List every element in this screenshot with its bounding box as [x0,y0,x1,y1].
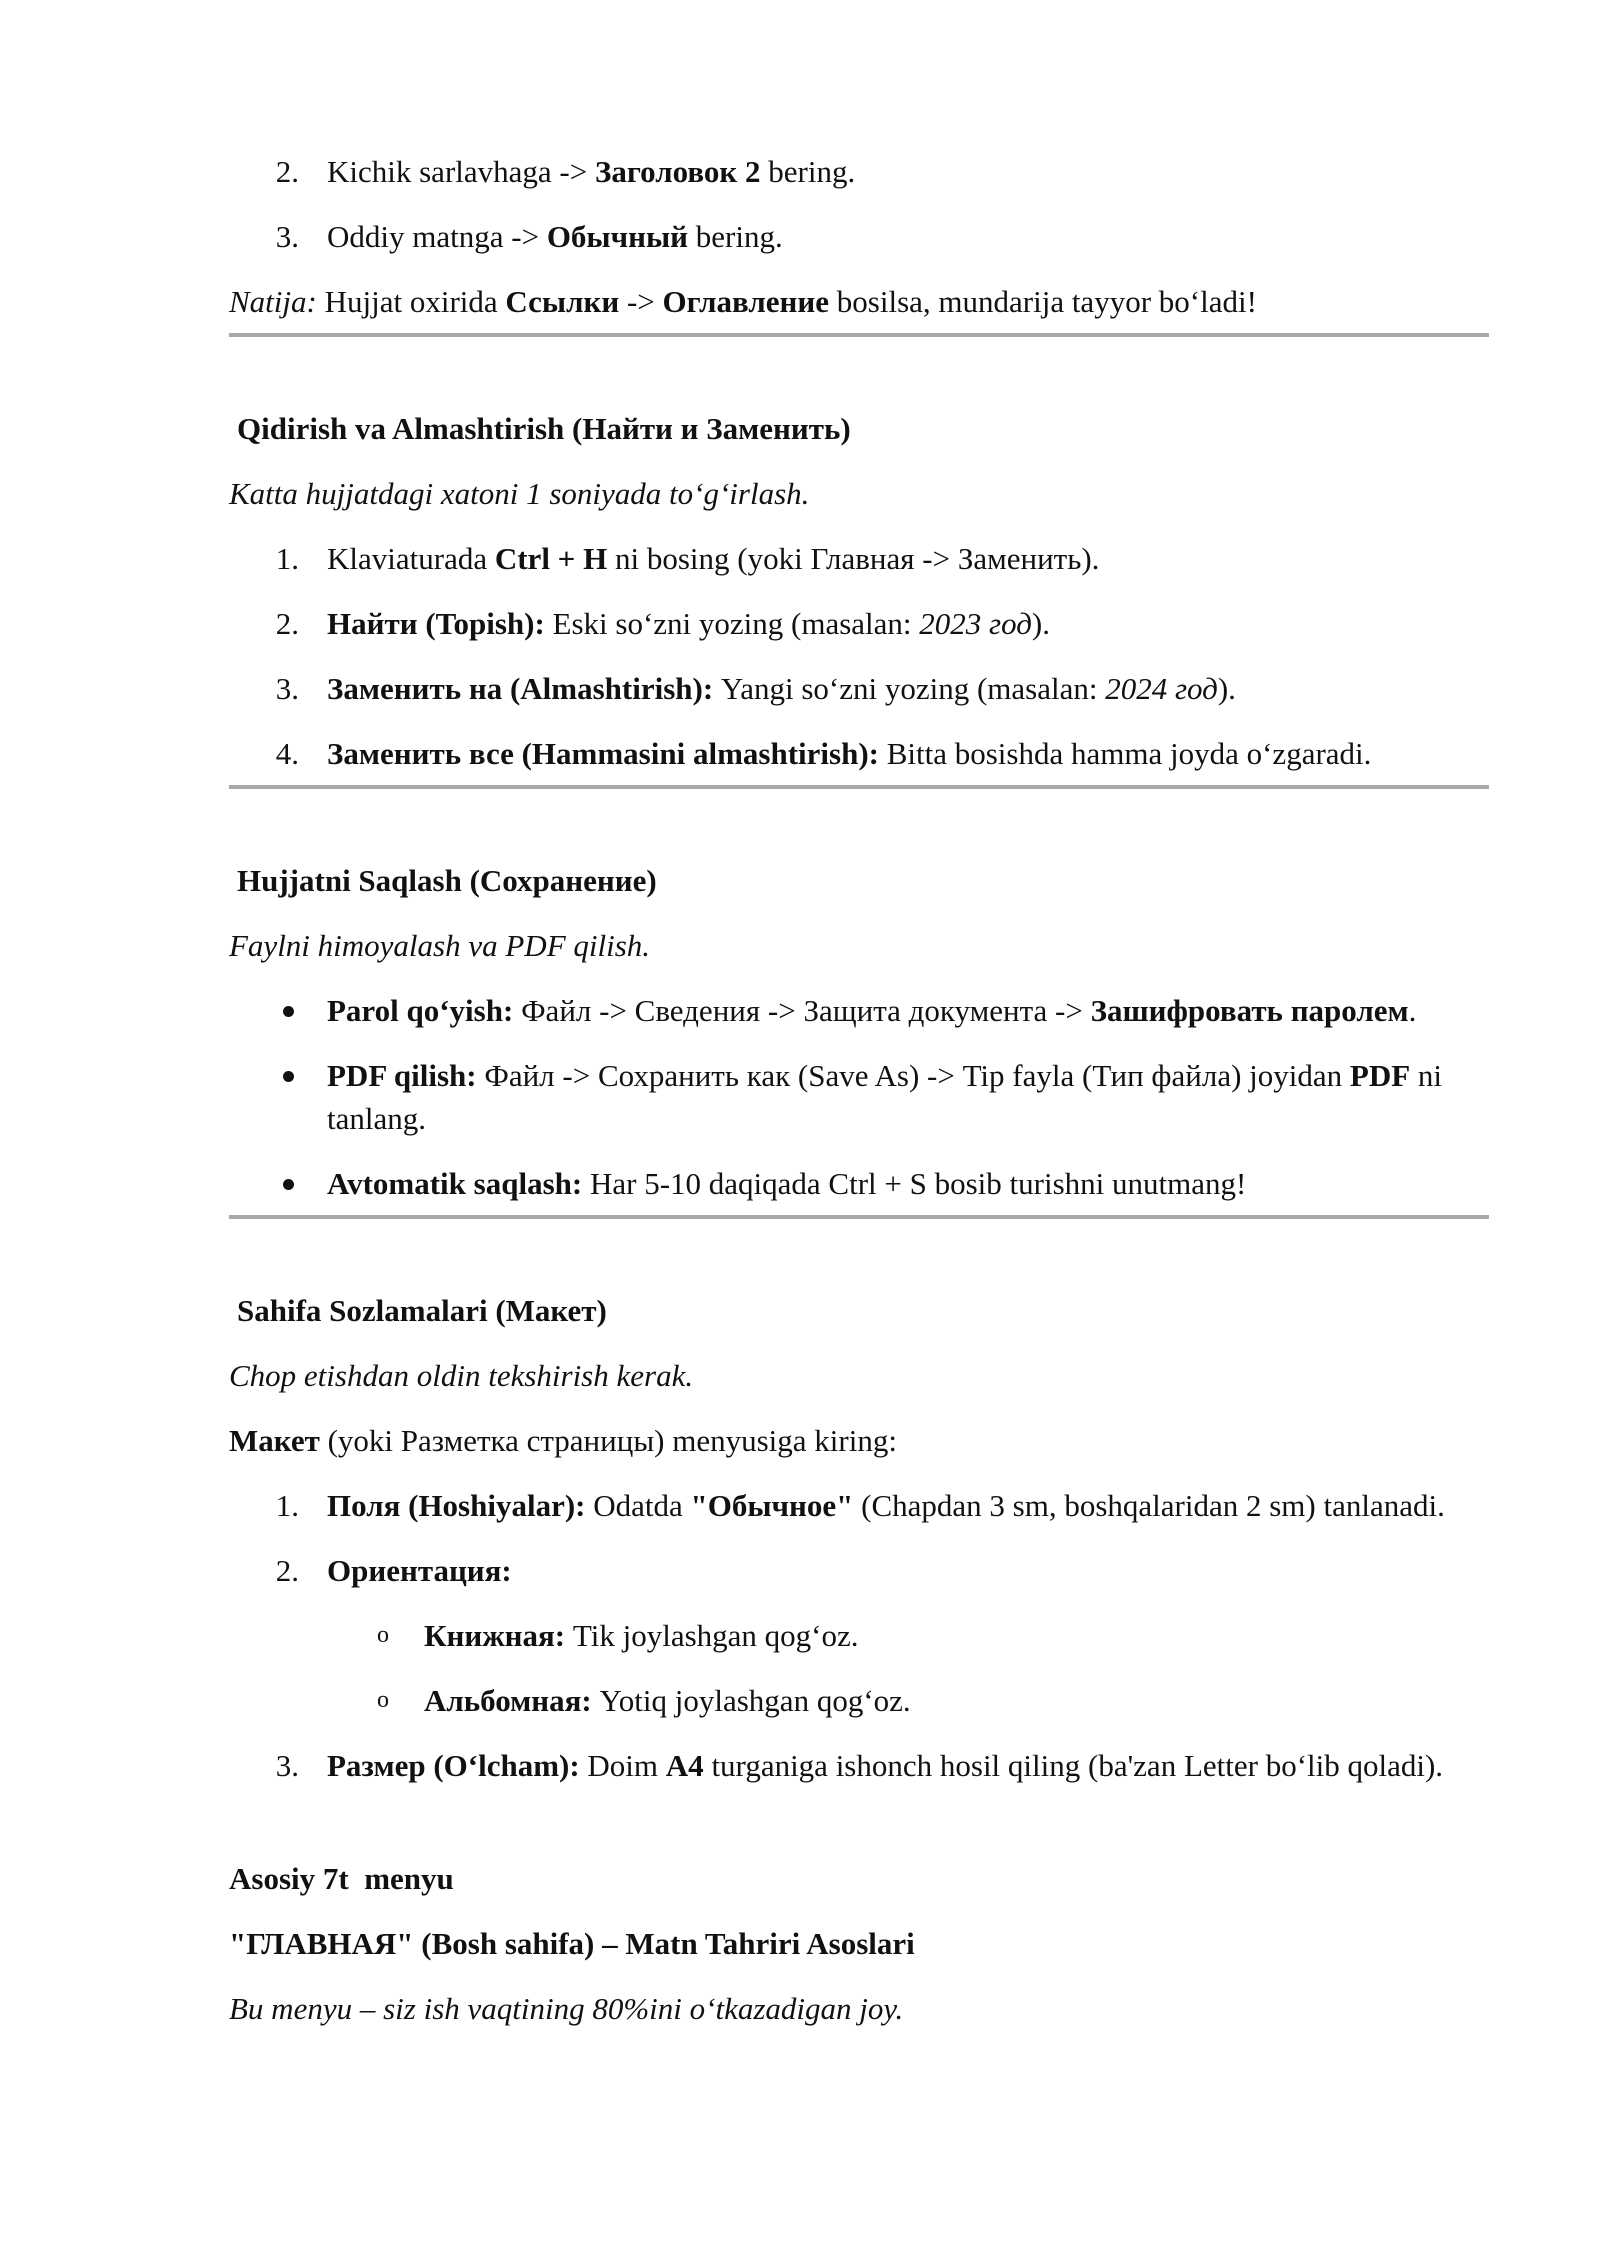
list-item: 4. Заменить все (Hammasini almashtirish): Bitta bosishda hamma joyda o‘zgaradi. [229,732,1489,775]
bullet-item: Parol qo‘yish: Файл -> Сведения -> Защита документа -> Зашифровать паролем. [229,989,1489,1032]
list-item: 1. Поля (Hoshiyalar): Odatda "Обычное" (Chapdan 3 sm, boshqalaridan 2 sm) tanlanadi. [229,1484,1489,1527]
section-subtitle: Chop etishdan oldin tekshirish kerak. [229,1358,694,1393]
section-subtitle: Faylni himoyalash va PDF qilish. [229,928,651,963]
find-replace-steps [229,537,1489,775]
sub-bullet-marker: o [377,1622,389,1648]
bullet-icon [229,1054,327,1140]
bullet-item: Avtomatik saqlash: Har 5-10 daqiqada Ctrl + S bosib turishni unutmang! [229,1162,1489,1205]
bullet-item: PDF qilish: Файл -> Сохранить как (Save As) -> Tip fayla (Тип файла) joyidan PDF ni tanlang. [229,1054,1489,1140]
section-heading-find-replace: Qidirish va Almashtirish (Найти и Заменить) [237,411,851,446]
sub-bullet-marker: o [377,1687,389,1713]
list-number: 4. [275,736,299,771]
section-subtitle: Bu menyu – siz ish vaqtining 80%ini o‘tkazadigan joy. [229,1991,904,2026]
list-item: 2. Kichik sarlavhaga -> Заголовок 2 bering. [229,150,1489,193]
list-item: 1. Klaviaturada Ctrl + H ni bosing (yoki Главная -> Заменить). [229,537,1489,580]
section-heading-layout: Sahifa Sozlamalari (Макет) [237,1293,607,1328]
list-number: 3. [275,1748,299,1783]
bullet-icon [229,989,327,1032]
list-number: 2. [275,606,299,641]
section-heading-home-tab: "ГЛАВНАЯ" (Bosh sahifa) – Matn Tahriri Asoslari [229,1926,915,1961]
section-heading-main-menu: Asosiy 7t menyu [229,1861,454,1896]
list-item: 3. Заменить на (Almashtirish): Yangi so‘zni yozing (masalan: 2024 год). [229,667,1489,710]
list-number: 1. [275,1488,299,1523]
list-item: 3. Размер (O‘lcham): Doim A4 turganiga ishonch hosil qiling (ba'zan Letter bo‘lib qoladi). [229,1744,1489,1787]
list-number: 2. [275,1553,299,1588]
bullet-icon [229,1162,327,1205]
save-bullets [229,989,1489,1205]
layout-steps [229,1484,1489,1787]
list-item: 3. Oddiy matnga -> Обычный bering. [229,215,1489,258]
sub-list-item: o Книжная: Tik joylashgan qog‘oz. [229,1614,1489,1657]
list-number: 1. [275,541,299,576]
layout-intro: Макет (yoki Разметка страницы) menyusiga kiring: [229,1423,897,1458]
sub-list-item: o Альбомная: Yotiq joylashgan qog‘oz. [229,1679,1489,1722]
list-number: 3. [275,219,299,254]
list-item: 2. Ориентация: [229,1549,1489,1592]
result-paragraph: Natija: Hujjat oxirida Ссылки -> Оглавление bosilsa, mundarija tayyor bo‘ladi! [229,284,1257,319]
section-heading-save: Hujjatni Saqlash (Сохранение) [237,863,657,898]
list-number: 3. [275,671,299,706]
document-content [229,150,1489,2052]
section-subtitle: Katta hujjatdagi xatoni 1 soniyada to‘g‘irlash. [229,476,810,511]
list-number: 2. [275,154,299,189]
list-item: 2. Найти (Topish): Eski so‘zni yozing (masalan: 2023 год). [229,602,1489,645]
heading-steps-list [229,150,1489,258]
